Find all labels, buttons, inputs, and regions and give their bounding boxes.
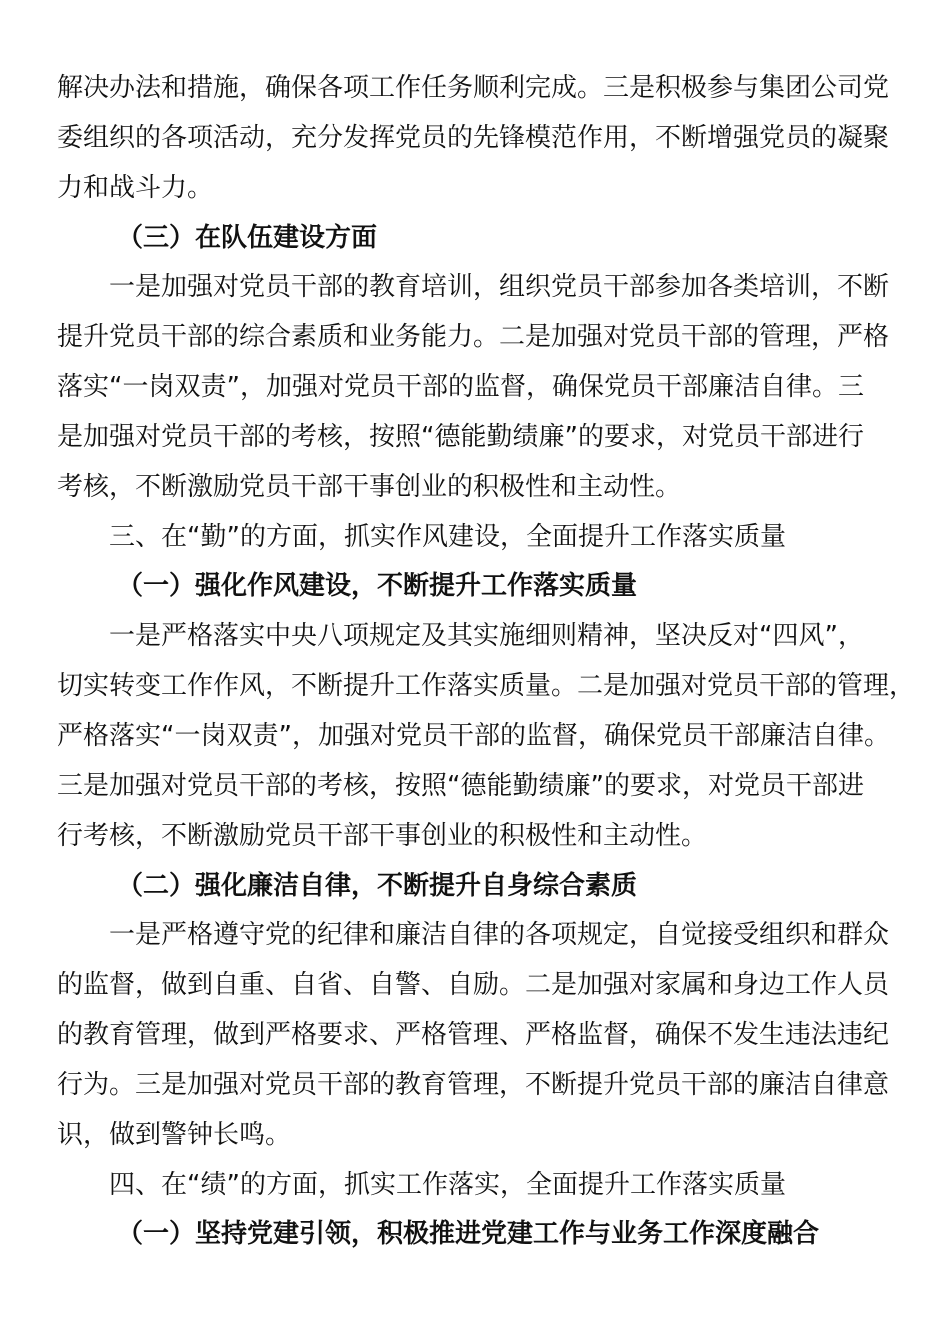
body-line: 三是加强对党员干部的考核，按照“德能勤绩廉”的要求，对党员干部进	[57, 770, 864, 801]
subheading: （三）在队伍建设方面	[117, 222, 378, 253]
body-line: 考核，不断激励党员干部干事创业的积极性和主动性。	[57, 471, 682, 502]
body-line: 一是加强对党员干部的教育培训，组织党员干部参加各类培训，不断	[109, 272, 890, 303]
body-line: 切实转变工作作风，不断提升工作落实质量。二是加强对党员干部的管理，	[57, 671, 916, 702]
body-line: 解决办法和措施，确保各项工作任务顺利完成。三是积极参与集团公司党	[57, 73, 890, 103]
body-line: 落实“一岗双责”，加强对党员干部的监督，确保党员干部廉洁自律。三	[57, 372, 864, 403]
body-line: 严格落实“一岗双责”，加强对党员干部的监督，确保党员干部廉洁自律。	[57, 720, 890, 751]
section-heading: 三、在“勤”的方面，抓实作风建设，全面提升工作落实质量	[109, 521, 786, 552]
body-line: 行为。三是加强对党员干部的教育管理，不断提升党员干部的廉洁自律意	[57, 1069, 890, 1100]
body-line: 是加强对党员干部的考核，按照“德能勤绩廉”的要求，对党员干部进行	[57, 421, 864, 452]
section-heading: 四、在“绩”的方面，抓实工作落实，全面提升工作落实质量	[109, 1169, 786, 1200]
body-line: 识，做到警钟长鸣。	[57, 1119, 292, 1150]
body-line: 的监督，做到自重、自省、自警、自励。二是加强对家属和身边工作人员	[57, 970, 890, 1001]
body-line: 一是严格落实中央八项规定及其实施细则精神，坚决反对“四风”，	[109, 621, 864, 652]
body-line: 提升党员干部的综合素质和业务能力。二是加强对党员干部的管理，严格	[57, 322, 890, 353]
subheading: （二）强化廉洁自律，不断提升自身综合素质	[117, 870, 638, 901]
body-line: 力和战斗力。	[57, 172, 214, 203]
body-line: 的教育管理，做到严格要求、严格管理、严格监督，确保不发生违法违纪	[57, 1020, 890, 1051]
body-line: 委组织的各项活动，充分发挥党员的先锋模范作用，不断增强党员的凝聚	[57, 122, 890, 153]
body-line: 行考核，不断激励党员干部干事创业的积极性和主动性。	[57, 820, 708, 851]
document-page	[57, 64, 916, 1260]
subheading: （一）强化作风建设，不断提升工作落实质量	[117, 571, 638, 602]
subheading: （一）坚持党建引领，积极推进党建工作与业务工作深度融合	[117, 1219, 820, 1250]
body-line: 一是严格遵守党的纪律和廉洁自律的各项规定，自觉接受组织和群众	[109, 920, 890, 951]
